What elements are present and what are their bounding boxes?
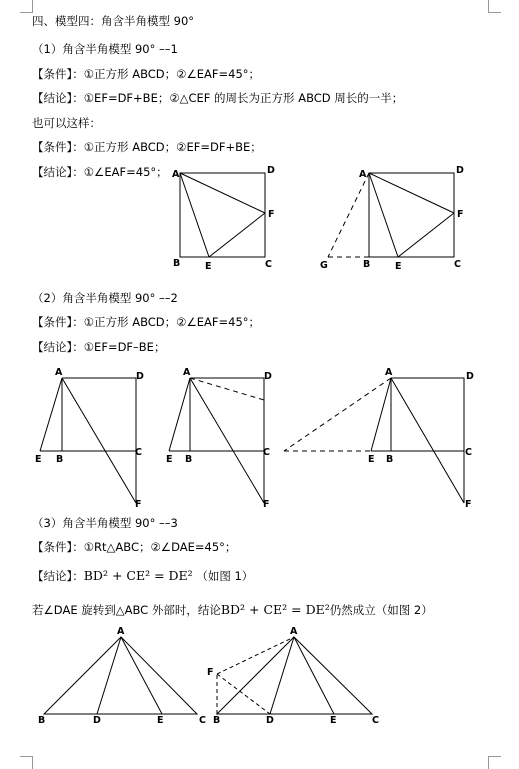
label-B: B <box>56 454 64 465</box>
label-G: G <box>320 260 328 271</box>
label-D: D <box>456 165 464 176</box>
label-B: B <box>363 259 371 270</box>
part2-condition: 【条件】：①正方形 ABCD；②∠EAF=45°； <box>32 315 261 329</box>
label-C: C <box>135 447 142 458</box>
label-C: C <box>263 447 270 458</box>
part1-conclusion: 【结论】：①EF=DF+BE；②△CEF 的周长为正方形 ABCD 周长的一半； <box>32 91 404 105</box>
label-E: E <box>35 454 42 465</box>
label-B: B <box>213 715 221 726</box>
part1-heading: （1）角含半角模型 90° ––1 <box>32 42 178 56</box>
label-D: D <box>466 371 474 382</box>
label-F: F <box>465 499 472 510</box>
label-B: B <box>173 258 181 269</box>
part3-conclusion-prefix: 【结论】： <box>32 569 84 583</box>
label-F: F <box>268 209 275 220</box>
label-C: C <box>265 259 272 270</box>
part1-condition: 【条件】：①正方形 ABCD；②∠EAF=45°； <box>32 67 261 81</box>
label-E: E <box>395 261 402 272</box>
label-E: E <box>157 715 164 726</box>
label-B: B <box>386 454 394 465</box>
part2-heading: （2）角含半角模型 90° ––2 <box>32 291 178 305</box>
section-title: 四、模型四：角含半角模型 90° <box>32 14 195 28</box>
label-A: A <box>172 169 180 180</box>
part1-conclusion2: 【结论】：①∠EAF=45°； <box>32 165 168 179</box>
part2-conclusion: 【结论】：①EF=DF–BE； <box>32 340 166 354</box>
label-C: C <box>199 715 206 726</box>
label-A: A <box>117 626 125 637</box>
label-E: E <box>368 454 375 465</box>
label-B: B <box>185 454 193 465</box>
label-D: D <box>267 165 275 176</box>
label-D: D <box>136 371 144 382</box>
pythagorean-formula: BD² + CE² = DE² <box>83 568 193 583</box>
part3-note-suffix: 仍然成立（如图 2） <box>329 603 433 617</box>
part3-note-prefix: 若∠DAE 旋转到△ABC 外部时，结论 <box>32 603 221 617</box>
part3-condition: 【条件】：①Rt△ABC；②∠DAE=45°； <box>32 540 237 554</box>
label-E: E <box>166 454 173 465</box>
part1-also: 也可以这样： <box>32 116 101 130</box>
label-A: A <box>290 626 298 637</box>
part1-condition2: 【条件】：①正方形 ABCD；②EF=DF+BE； <box>32 140 262 154</box>
label-A: A <box>359 169 367 180</box>
label-D: D <box>266 715 274 726</box>
label-F: F <box>263 499 270 510</box>
label-C: C <box>465 447 472 458</box>
label-F: F <box>135 499 142 510</box>
label-E: E <box>330 715 337 726</box>
label-F: F <box>207 667 214 678</box>
label-A: A <box>183 367 191 378</box>
label-A: A <box>385 367 393 378</box>
label-C: C <box>454 259 461 270</box>
label-D: D <box>264 371 272 382</box>
pythagorean-formula-2: BD² + CE² = DE² <box>220 602 330 617</box>
label-B: B <box>38 715 46 726</box>
label-C: C <box>372 715 379 726</box>
label-E: E <box>205 261 212 272</box>
label-D: D <box>93 715 101 726</box>
label-A: A <box>55 367 63 378</box>
part3-conclusion-suffix: （如图 1） <box>196 569 254 583</box>
label-F: F <box>457 209 464 220</box>
part3-heading: （3）角含半角模型 90° ––3 <box>32 516 178 530</box>
